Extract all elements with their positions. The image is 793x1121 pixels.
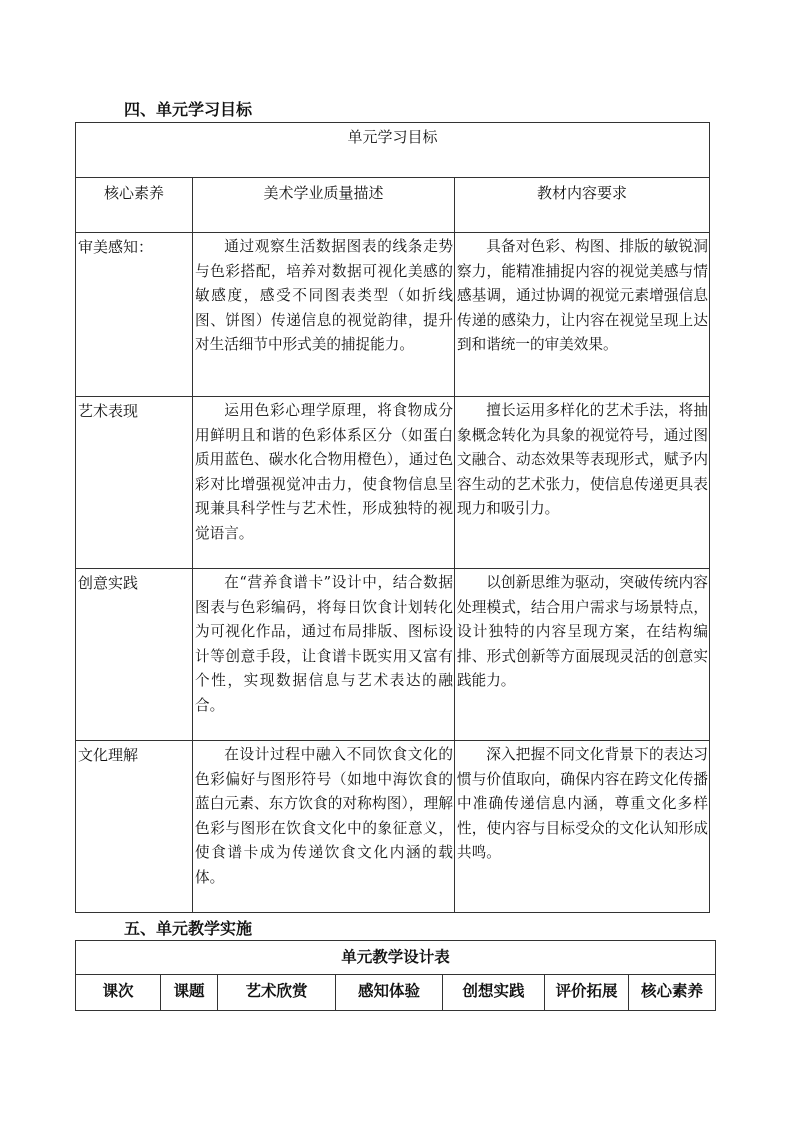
column-header-creative-practice: 创想实践 [443,975,545,1011]
teaching-design-table [75,940,716,1011]
column-header-evaluation: 评价拓展 [545,975,629,1011]
table-row [76,741,710,913]
header-core-literacy: 核心素养 [76,178,193,233]
table-row [76,397,710,569]
category-cell: 艺术表现 [76,397,193,569]
requirement-cell: 具备对色彩、构图、排版的敏锐洞察力，能精准捕捉内容的视觉美感与情感基调，通过协调的视觉元素增强信息传递的感染力，让内容在视觉呈现上达到和谐统一的审美效果。 [455,233,710,397]
table-row [76,569,710,741]
description-cell: 在设计过程中融入不同饮食文化的色彩偏好与图形符号（如地中海饮食的蓝白元素、东方饮食的对称构图），理解色彩与图形在饮食文化中的象征意义，使食谱卡成为传递饮食文化内涵的载体。 [193,741,455,913]
description-cell: 运用色彩心理学原理，将食物成分用鲜明且和谐的色彩体系区分（如蛋白质用蓝色、碳水化合物用橙色），通过色彩对比增强视觉冲击力，使食物信息呈现兼具科学性与艺术性，形成独特的视觉语言。 [193,397,455,569]
requirement-cell: 以创新思维为驱动，突破传统内容处理模式，结合用户需求与场景特点，设计独特的内容呈现方案，在结构编排、形式创新等方面展现灵活的创意实践能力。 [455,569,710,741]
header-content-requirement: 教材内容要求 [455,178,710,233]
header-quality-description: 美术学业质量描述 [193,178,455,233]
section-4-heading: 四、单元学习目标 [124,100,253,119]
category-cell: 创意实践 [76,569,193,741]
category-cell: 文化理解 [76,741,193,913]
learning-goals-table-title: 单元学习目标 [76,123,710,178]
column-header-topic: 课题 [161,975,218,1011]
column-header-core-literacy: 核心素养 [629,975,716,1011]
table-row [76,233,710,397]
requirement-cell: 擅长运用多样化的艺术手法，将抽象概念转化为具象的视觉符号，通过图文融合、动态效果等表现形式，赋予内容生动的艺术张力，使信息传递更具表现力和吸引力。 [455,397,710,569]
section-5-heading: 五、单元教学实施 [124,919,253,938]
category-cell: 审美感知： [76,233,193,397]
column-header-perception: 感知体验 [336,975,443,1011]
description-cell: 通过观察生活数据图表的线条走势与色彩搭配，培养对数据可视化美感的敏感度，感受不同图表类型（如折线图、饼图）传递信息的视觉韵律，提升对生活细节中形式美的捕捉能力。 [193,233,455,397]
description-cell: 在“营养食谱卡”设计中，结合数据图表与色彩编码，将每日饮食计划转化为可视化作品，通过布局排版、图标设计等创意手段，让食谱卡既实用又富有个性，实现数据信息与艺术表达的融合。 [193,569,455,741]
column-header-art-appreciation: 艺术欣赏 [218,975,336,1011]
table-header-row [76,975,716,1011]
requirement-cell: 深入把握不同文化背景下的表达习惯与价值取向，确保内容在跨文化传播中准确传递信息内涵，尊重文化多样性，使内容与目标受众的文化认知形成共鸣。 [455,741,710,913]
column-header-lesson: 课次 [76,975,161,1011]
learning-goals-table [75,122,710,913]
teaching-design-table-title: 单元教学设计表 [76,941,716,975]
